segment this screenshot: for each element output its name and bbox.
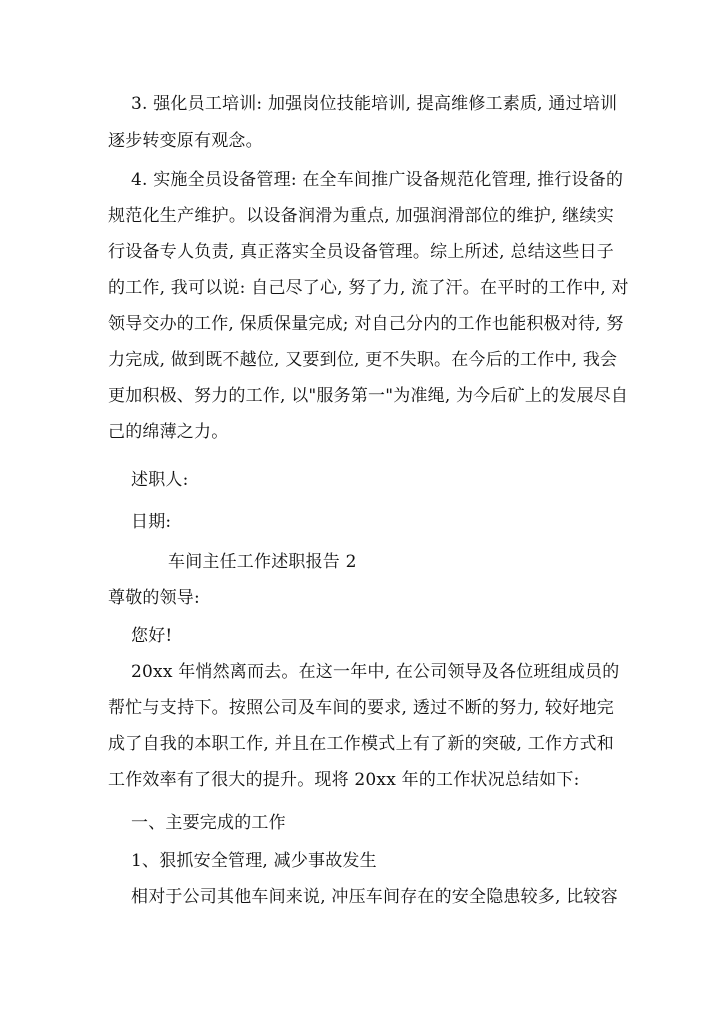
item4-line4: 的工作, 我可以说: 自己尽了心, 努了力, 流了汗。在平时的工作中, 对 (108, 278, 629, 298)
paragraph1-line2: 帮忙与支持下。按照公司及车间的要求, 透过不断的努力, 较好地完 (108, 698, 614, 718)
item3-line1: 3. 强化员工培训: 加强岗位技能培训, 提高维修工素质, 通过培训 (131, 94, 618, 114)
report-title: 车间主任工作述职报告 2 (168, 552, 357, 572)
paragraph1-line4: 工作效率有了很大的提升。现将 20xx 年的工作状况总结如下: (108, 770, 580, 790)
item4-line8: 己的绵薄之力。 (108, 422, 229, 442)
item4-line7: 更加积极、努力的工作, 以"服务第一"为准绳, 为今后矿上的发展尽自 (108, 386, 629, 406)
paragraph1-line3: 成了自我的本职工作, 并且在工作模式上有了新的突破, 工作方式和 (108, 734, 614, 754)
subheading-1: 1、狠抓安全管理, 减少事故发生 (131, 851, 377, 871)
item3-line2: 逐步转变原有观念。 (108, 131, 263, 151)
reporter-label: 述职人: (131, 470, 189, 490)
item4-line5: 领导交办的工作, 保质保量完成; 对自己分内的工作也能积极对待, 努 (108, 314, 624, 334)
salutation: 尊敬的领导: (108, 588, 200, 608)
item4-line3: 行设备专人负责, 真正落实全员设备管理。综上所述, 总结这些日子 (108, 242, 614, 262)
paragraph1-line1: 20xx 年悄然离而去。在这一年中, 在公司领导及各位班组成员的 (131, 662, 620, 682)
item4-line1: 4. 实施全员设备管理: 在全车间推广设备规范化管理, 推行设备的 (131, 170, 624, 190)
section-heading-1: 一、主要完成的工作 (131, 813, 286, 833)
item4-line6: 力完成, 做到既不越位, 又要到位, 更不失职。在今后的工作中, 我会 (108, 350, 618, 370)
item4-line2: 规范化生产维护。以设备润滑为重点, 加强润滑部位的维护, 继续实 (108, 206, 614, 226)
date-label: 日期: (131, 512, 172, 532)
greeting: 您好! (131, 626, 173, 646)
paragraph2-line1: 相对于公司其他车间来说, 冲压车间存在的安全隐患较多, 比较容 (131, 887, 618, 907)
